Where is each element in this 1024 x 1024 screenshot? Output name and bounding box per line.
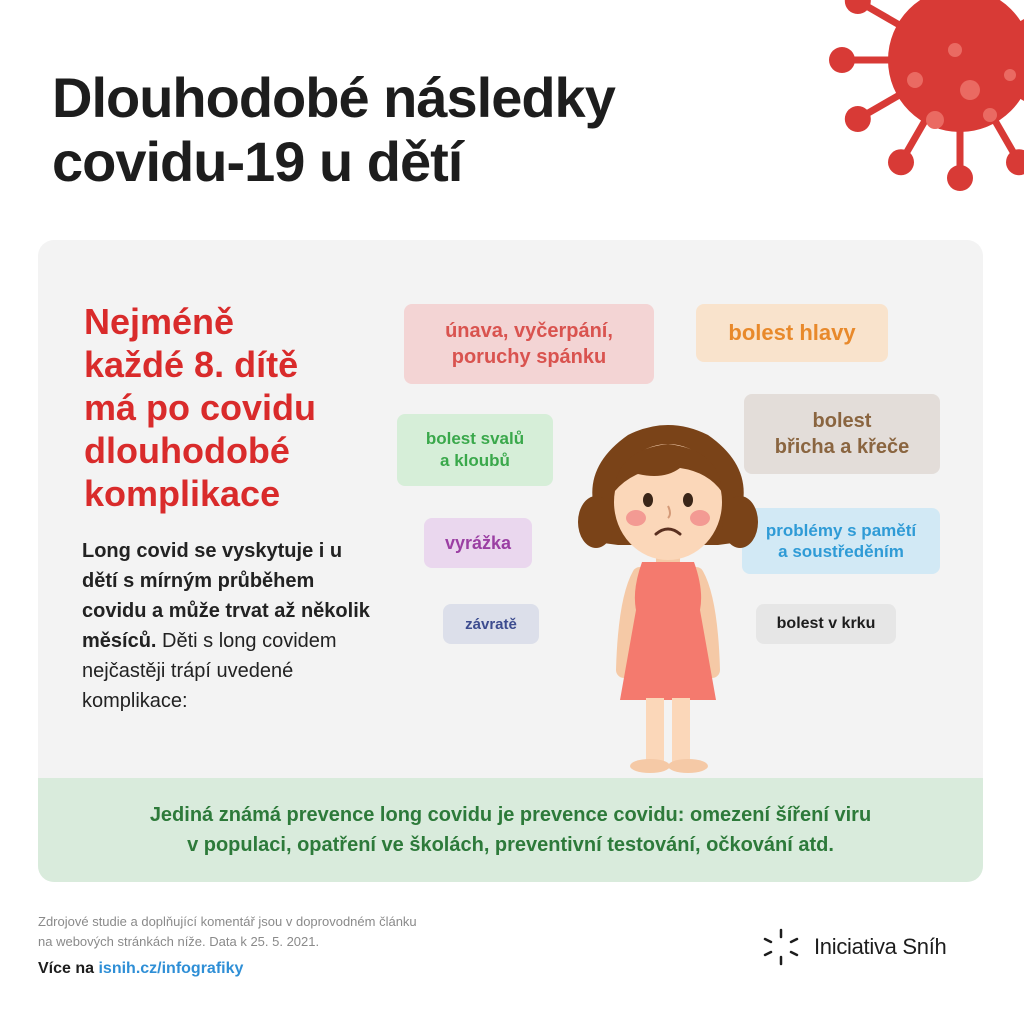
virus-spike-tip bbox=[845, 106, 871, 132]
symptom-chip-fatigue bbox=[404, 304, 654, 384]
chip-line: závratě bbox=[465, 615, 517, 633]
symptom-chip-muscle-pain bbox=[397, 414, 553, 486]
more-label: Více na bbox=[38, 960, 99, 977]
chip-line: únava, vyčerpání, bbox=[445, 320, 613, 342]
brand-name: Iniciativa Sníh bbox=[814, 934, 947, 959]
body-regular: Děti s long covidem nejčastěji trápí uvedené komplikace: bbox=[82, 630, 337, 712]
page-title bbox=[52, 66, 615, 194]
sad-girl-illustration bbox=[568, 410, 768, 780]
symptom-chip-dizziness bbox=[443, 604, 539, 644]
headline-line: má po covidu bbox=[84, 387, 317, 428]
title-line-1: Dlouhodobé následky bbox=[52, 66, 615, 129]
more-info bbox=[38, 960, 243, 978]
snowflake-logo-icon bbox=[762, 928, 800, 966]
virus-spike-tip bbox=[1006, 149, 1024, 175]
virus-spike-tip bbox=[845, 0, 871, 14]
virus-icon bbox=[820, 0, 1024, 200]
prevention-banner bbox=[38, 778, 983, 882]
prevention-line: v populaci, opatření ve školách, preventivní testování, očkování atd. bbox=[187, 834, 834, 856]
symptom-chip-memory bbox=[742, 508, 940, 574]
virus-spike-tip bbox=[947, 165, 973, 191]
source-note-line: Zdrojové studie a doplňující komentář jsou v doprovodném článku bbox=[38, 914, 417, 929]
chip-line: bolest bbox=[812, 410, 872, 432]
headline-line: Nejméně bbox=[84, 301, 235, 342]
brand bbox=[762, 928, 946, 966]
info-panel bbox=[38, 240, 983, 882]
symptom-chip-headache bbox=[696, 304, 888, 362]
chip-line: a soustředěním bbox=[778, 542, 904, 561]
body-bold: Long covid se vyskytuje i u dětí s mírným průběhem covidu a může trvat až několik měsíců. bbox=[82, 540, 370, 652]
prevention-line: Jediná známá prevence long covidu je prevence covidu: omezení šíření viru bbox=[149, 804, 872, 826]
chip-line: bolest svalů bbox=[425, 429, 525, 448]
infographics-link[interactable]: isnih.cz/infografiky bbox=[98, 960, 244, 977]
body-text bbox=[82, 536, 382, 716]
chip-line: bolest hlavy bbox=[728, 320, 856, 345]
virus-spike-tip bbox=[829, 47, 855, 73]
symptom-chip-rash bbox=[424, 518, 532, 568]
headline-line: komplikace bbox=[84, 473, 281, 514]
title-line-2: covidu-19 u dětí bbox=[52, 130, 463, 193]
chip-line: břicha a křeče bbox=[774, 436, 910, 458]
chip-line: poruchy spánku bbox=[451, 346, 607, 368]
symptom-chip-sore-throat bbox=[756, 604, 896, 644]
headline bbox=[84, 300, 316, 515]
symptom-chip-abdominal-pain bbox=[744, 394, 940, 474]
source-note-line: na webových stránkách níže. Data k 25. 5. 2021. bbox=[38, 934, 320, 949]
chip-line: vyrážka bbox=[444, 532, 512, 553]
headline-line: každé 8. dítě bbox=[84, 344, 299, 385]
chip-line: problémy s pamětí bbox=[765, 521, 917, 540]
source-note bbox=[38, 912, 417, 952]
chip-line: bolest v krku bbox=[776, 615, 876, 632]
headline-line: dlouhodobé bbox=[84, 430, 290, 471]
virus-spike-tip bbox=[888, 149, 914, 175]
chip-line: a kloubů bbox=[440, 451, 510, 470]
